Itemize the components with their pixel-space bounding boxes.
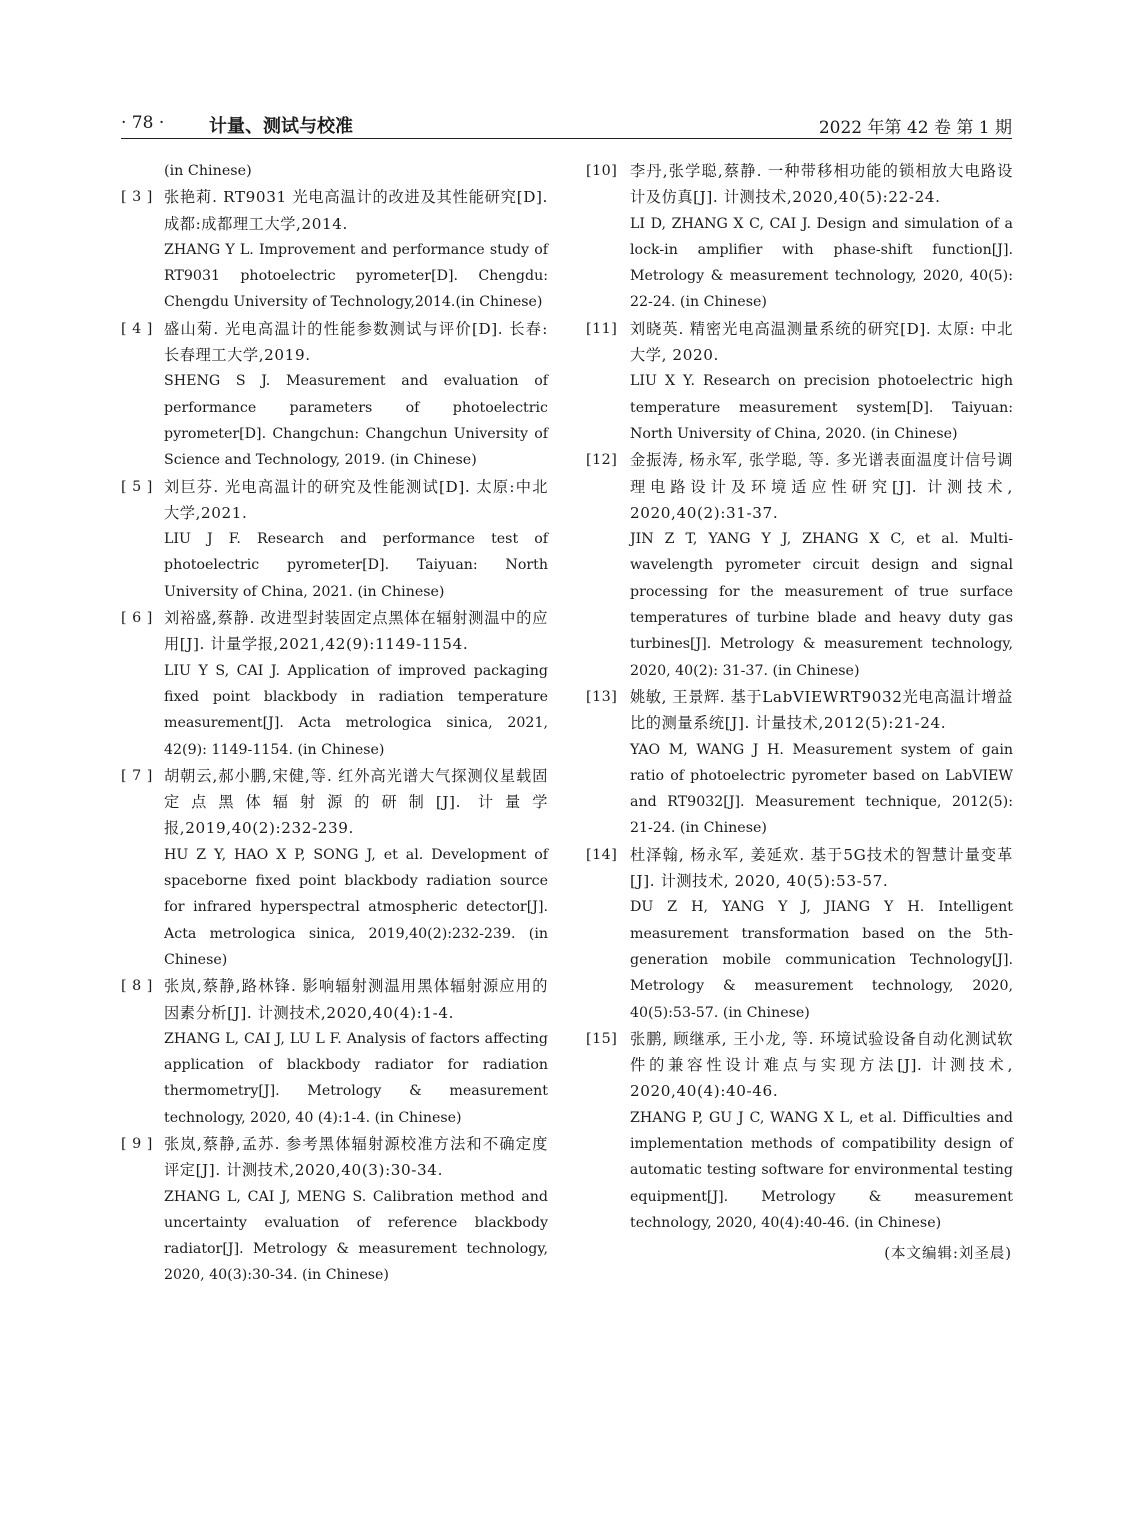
reference-number: [10] xyxy=(586,163,618,179)
reference-number: [ 5 ] xyxy=(121,478,153,495)
reference-7 xyxy=(121,763,548,973)
reference-number: [14] xyxy=(586,846,618,863)
reference-number: [15] xyxy=(586,1030,618,1047)
reference-en: HU Z Y, HAO X P, SONG J, et al. Development of spaceborne fixed point blackbody radiation source for infrared hyperspectral atmospheric detector[J]. Acta metrologica sinica, 2019,40(2):232-239. (in Chinese) xyxy=(164,846,548,968)
reference-number: [ 4 ] xyxy=(121,320,153,337)
reference-en: DU Z H, YANG Y J, JIANG Y H. Intelligent measurement transformation based on the 5th-generation mobile communication Technology[J]. Metrology & measurement technology, 2020, 40(5):53-57. (in Chinese) xyxy=(630,899,1013,1021)
reference-12 xyxy=(586,447,1013,684)
reference-continuation: (in Chinese) xyxy=(164,163,252,179)
reference-number: [ 9 ] xyxy=(121,1135,153,1152)
reference-15 xyxy=(586,1026,1013,1236)
reference-zh: 姚敏, 王景辉. 基于LabVIEWRT9032光电高温计增益比的测量系统[J]. 计量技术,2012(5):21-24. xyxy=(630,687,1014,733)
page-header xyxy=(121,112,1012,139)
reference-zh: 金振涛, 杨永军, 张学聪, 等. 多光谱表面温度计信号调理电路设计及环境适应性研究[J]. 计测技术, 2020,40(2):31-37. xyxy=(630,451,1013,522)
references-right-column xyxy=(586,158,1013,1236)
issue-info: 2022 年第 42 卷 第 1 期 xyxy=(818,118,1012,138)
reference-zh: 张岚,蔡静,孟苏. 参考黑体辐射源校准方法和不确定度评定[J]. 计测技术,2020,40(3):30-34. xyxy=(164,1134,548,1180)
reference-en: ZHANG L, CAI J, LU L F. Analysis of factors affecting application of blackbody radiator for radiation thermometry[J]. Metrology & measurement technology, 2020, 40 (4):1-4. (in Chinese) xyxy=(164,1030,548,1126)
reference-zh: 杜泽翰, 杨永军, 姜延欢. 基于5G技术的智慧计量变革[J]. 计测技术, 2020, 40(5):53-57. xyxy=(630,845,1013,891)
references-left-column xyxy=(121,158,548,1289)
reference-en: LI D, ZHANG X C, CAI J. Design and simulation of a lock-in amplifier with phase-shift function[J]. Metrology & measurement technology, 2020, 40(5): 22-24. (in Chinese) xyxy=(630,215,1013,311)
reference-en: ZHANG P, GU J C, WANG X L, et al. Difficulties and implementation methods of compatibility design of automatic testing software for environmental testing equipment[J]. Metrology & measurement technology, 2020, 40(4):40-46. (in Chinese) xyxy=(630,1109,1013,1231)
reference-zh: 李丹,张学聪,蔡静. 一种带移相功能的锁相放大电路设计及仿真[J]. 计测技术,2020,40(5):22-24. xyxy=(630,162,1013,207)
reference-en: SHENG S J. Measurement and evaluation of performance parameters of photoelectric pyrometer[D]. Changchun: Changchun University of Science and Technology, 2019. (in Chinese) xyxy=(164,373,548,469)
reference-11 xyxy=(586,316,1013,447)
reference-6 xyxy=(121,605,548,763)
editor-note: (本文编辑:刘圣晨) xyxy=(884,1246,1012,1262)
reference-number: [ 8 ] xyxy=(121,978,153,995)
reference-10 xyxy=(586,158,1013,316)
reference-14 xyxy=(586,842,1013,1026)
reference-number: [11] xyxy=(586,320,618,337)
reference-zh: 刘晓英. 精密光电高温测量系统的研究[D]. 太原: 中北大学, 2020. xyxy=(630,319,1013,365)
page-number: · 78 · xyxy=(121,113,165,133)
reference-number: [ 7 ] xyxy=(121,767,153,784)
reference-9 xyxy=(121,1131,548,1289)
reference-en: ZHANG L, CAI J, MENG S. Calibration method and uncertainty evaluation of reference blackbody radiator[J]. Metrology & measurement technology, 2020, 40(3):30-34. (in Chinese) xyxy=(164,1188,548,1284)
reference-en: ZHANG Y L. Improvement and performance study of RT9031 photoelectric pyrometer[D]. Chengdu: Chengdu University of Technology,2014.(in Chinese) xyxy=(164,241,548,311)
reference-en: LIU Y S, CAI J. Application of improved packaging fixed point blackbody in radiation temperature measurement[J]. Acta metrologica sinica, 2021, 42(9): 1149-1154. (in Chinese) xyxy=(164,662,548,758)
reference-zh: 张岚,蔡静,路林锋. 影响辐射测温用黑体辐射源应用的因素分析[J]. 计测技术,2020,40(4):1-4. xyxy=(164,977,548,1022)
reference-zh: 刘巨芬. 光电高温计的研究及性能测试[D]. 太原:中北大学,2021. xyxy=(164,477,548,522)
reference-number: [13] xyxy=(586,688,618,705)
reference-zh: 张艳莉. RT9031 光电高温计的改进及其性能研究[D]. 成都:成都理工大学,2014. xyxy=(164,188,548,233)
reference-3 xyxy=(121,184,548,315)
reference-number: [ 6 ] xyxy=(121,610,153,627)
reference-13 xyxy=(586,684,1013,842)
reference-5 xyxy=(121,474,548,605)
reference-en: LIU J F. Research and performance test of photoelectric pyrometer[D]. Taiyuan: North University of China, 2021. (in Chinese) xyxy=(164,531,548,600)
reference-zh: 张鹏, 顾继承, 王小龙, 等. 环境试验设备自动化测试软件的兼容性设计难点与实现方法[J]. 计测技术, 2020,40(4):40-46. xyxy=(630,1029,1013,1101)
reference-zh: 盛山菊. 光电高温计的性能参数测试与评价[D]. 长春: 长春理工大学,2019. xyxy=(164,319,548,365)
reference-zh: 刘裕盛,蔡静. 改进型封装固定点黑体在辐射测温中的应用[J]. 计量学报,2021,42(9):1149-1154. xyxy=(164,609,548,654)
reference-number: [12] xyxy=(586,452,618,469)
reference-8 xyxy=(121,973,548,1131)
reference-4 xyxy=(121,316,548,474)
reference-en: YAO M, WANG J H. Measurement system of gain ratio of photoelectric pyrometer based on LabVIEW and RT9032[J]. Measurement technique, 2012(5): 21-24. (in Chinese) xyxy=(630,741,1013,837)
reference-zh: 胡朝云,郝小鹏,宋健,等. 红外高光谱大气探测仪星载固定点黑体辐射源的研制[J]. 计量学报,2019,40(2):232-239. xyxy=(164,766,548,838)
reference-en: LIU X Y. Research on precision photoelectric high temperature measurement system[D]. Taiyuan: North University of China, 2020. (in Chinese) xyxy=(630,373,1013,442)
journal-title: 计量、测试与校准 xyxy=(209,116,353,137)
reference-number: [ 3 ] xyxy=(121,189,153,206)
reference-en: JIN Z T, YANG Y J, ZHANG X C, et al. Multi-wavelength pyrometer circuit design and signal processing for the measurement of true surface temperatures of turbine blade and heavy duty gas turbines[J]. Metrology & measurement technology, 2020, 40(2): 31-37. (in Chinese) xyxy=(630,531,1013,679)
